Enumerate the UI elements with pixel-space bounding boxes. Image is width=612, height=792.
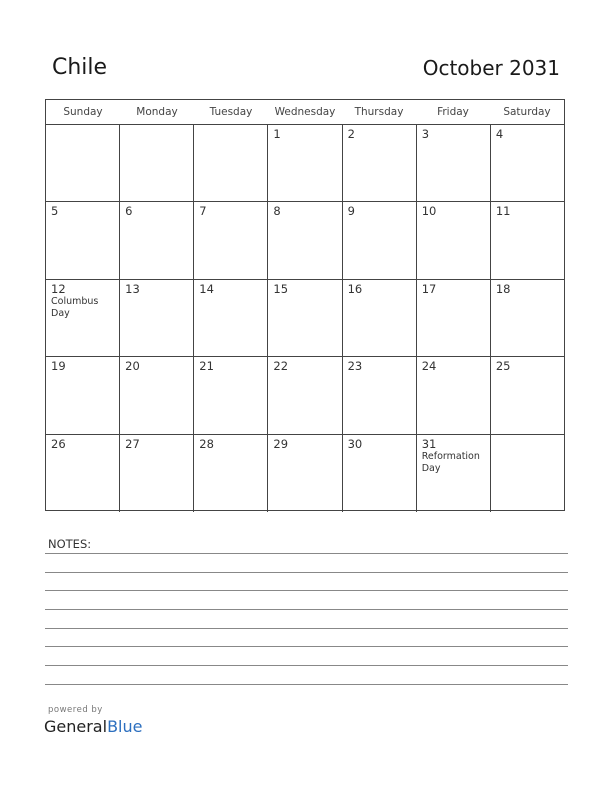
day-cell [194,435,268,512]
day-number: 20 [125,359,140,374]
day-cell [343,435,417,512]
day-cell [46,202,120,278]
day-number: 30 [347,436,363,451]
day-cell [417,357,491,433]
day-number: 21 [199,359,214,374]
day-cell [46,357,120,433]
holiday-label: Columbus Day [51,295,99,319]
day-cell [268,202,342,278]
brand-general: General [44,717,108,736]
day-cell [268,280,342,356]
day-number: 13 [125,281,140,296]
day-cell [120,202,194,278]
day-number: 25 [495,359,511,374]
powered-by-text: powered by [48,705,103,715]
day-number: 26 [51,436,66,451]
note-line [45,684,568,685]
weekday-label: Tuesday [209,106,253,118]
notes-label: NOTES: [48,537,92,551]
day-cell [268,435,342,512]
day-number: 2 [347,127,355,141]
day-number: 7 [199,204,207,219]
weekday-label: Wednesday [274,106,336,118]
day-cell [268,357,342,433]
day-cell [417,202,491,278]
day-cell [46,435,120,512]
day-number: 27 [125,436,140,451]
day-number: 22 [273,359,289,374]
day-cell [120,435,194,512]
brand-logo [44,717,142,736]
day-number: 3 [421,127,430,141]
day-number: 17 [421,281,437,296]
note-line [45,572,568,573]
day-cell [194,280,268,356]
day-cell [417,125,491,201]
day-cell [343,202,417,278]
day-number: 4 [495,127,504,141]
note-line [45,609,568,610]
country-title: Chile [52,55,108,80]
day-cell [343,125,417,201]
weekday-header [46,100,564,125]
day-number: 6 [125,204,133,219]
day-cell [46,280,120,356]
day-cell [491,435,564,512]
brand-blue: Blue [107,717,143,736]
day-number: 5 [51,204,59,219]
weekday-label: Saturday [503,106,551,118]
day-cell [491,357,564,433]
day-number: 8 [273,204,281,219]
day-number: 10 [421,204,437,219]
day-cell [194,202,268,278]
calendar-week [46,202,564,279]
weekday-label: Friday [437,106,469,118]
day-cell [120,280,194,356]
day-cell [343,280,417,356]
day-cell [46,125,120,201]
calendar-grid [45,99,565,511]
day-number: 23 [347,359,363,374]
weekday-label: Sunday [63,106,103,118]
day-cell [194,125,268,201]
day-number: 11 [495,204,511,219]
calendar-week [46,435,564,512]
day-number: 12 [51,281,66,296]
day-cell [491,125,564,201]
day-cell [343,357,417,433]
day-number: 18 [495,281,511,296]
day-cell [268,125,342,201]
calendar-week [46,357,564,434]
day-number: 14 [199,281,214,296]
day-number: 31 [421,436,437,451]
day-cell [120,357,194,433]
day-number: 29 [273,436,289,451]
note-line [45,553,568,554]
holiday-label: Reformation Day [421,450,480,474]
day-number: 9 [347,204,355,219]
day-cell [120,125,194,201]
calendar-week [46,125,564,202]
day-cell [417,280,491,356]
day-cell [491,202,564,278]
day-cell [417,435,491,512]
note-line [45,628,568,629]
day-number: 16 [347,281,363,296]
weekday-label: Thursday [354,106,404,118]
day-number: 15 [273,281,289,296]
day-number: 24 [421,359,437,374]
day-number: 19 [51,359,66,374]
day-number: 28 [199,436,214,451]
calendar-week [46,280,564,357]
day-cell [194,357,268,433]
note-line [45,590,568,591]
day-cell [491,280,564,356]
note-line [45,646,568,647]
weekday-label: Monday [136,106,178,118]
day-number: 1 [273,127,281,141]
month-year-title: October 2031 [422,56,560,80]
note-line [45,665,568,666]
